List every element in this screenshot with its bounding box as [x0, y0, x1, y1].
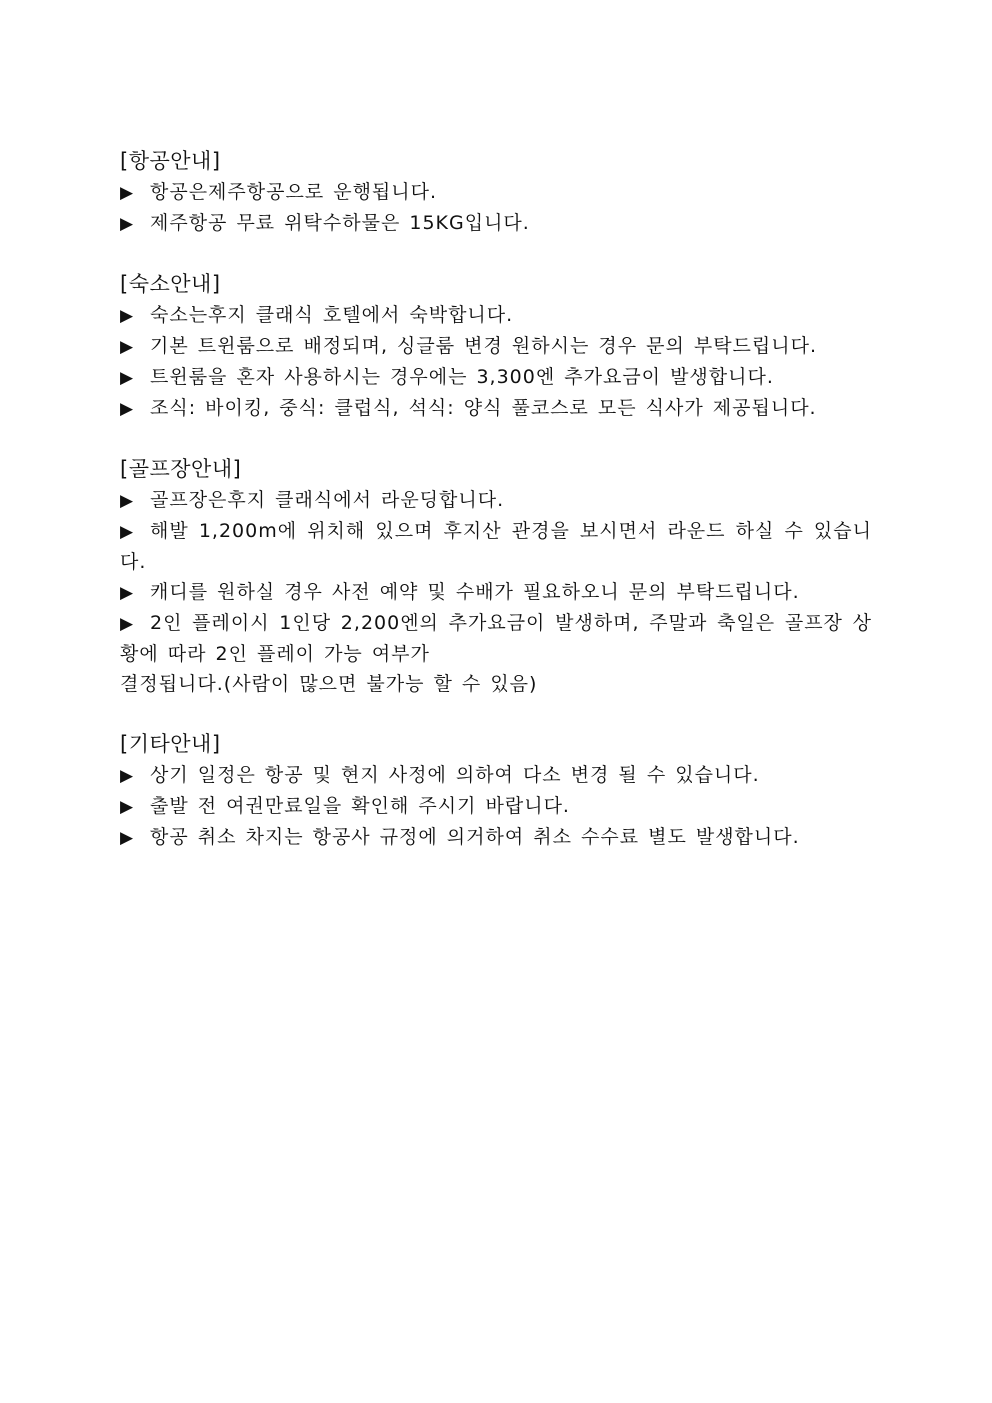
- list-item-text: 제주항공 무료 위탁수하물은 15KG입니다.: [150, 212, 530, 234]
- list-item-continuation: 결정됩니다.(사람이 많으면 불가능 할 수 있음): [120, 673, 538, 695]
- triangle-bullet-icon: ▶: [120, 399, 135, 419]
- list-item: [120, 760, 872, 791]
- triangle-bullet-icon: ▶: [120, 583, 135, 603]
- list-item: [120, 822, 872, 853]
- list-item: [120, 516, 872, 577]
- triangle-bullet-icon: ▶: [120, 614, 135, 634]
- triangle-bullet-icon: ▶: [120, 214, 135, 234]
- section-heading: [숙소안내]: [120, 272, 221, 296]
- list-item-text: 출발 전 여권만료일을 확인해 주시기 바랍니다.: [150, 795, 570, 817]
- triangle-bullet-icon: ▶: [120, 368, 135, 388]
- list-item-text: 숙소는후지 클래식 호텔에서 숙박합니다.: [150, 304, 514, 326]
- list-item: [120, 485, 872, 516]
- list-item: [120, 608, 872, 669]
- list-item-text: 2인 플레이시 1인당 2,200엔의 추가요금이 발생하며, 주말과 축일은 골프장 상황에 따라 2인 플레이 가능 여부가: [120, 612, 872, 665]
- document-body: [120, 146, 872, 853]
- triangle-bullet-icon: ▶: [120, 306, 135, 326]
- list-item-text: 항공 취소 차지는 항공사 규정에 의거하여 취소 수수료 별도 발생합니다.: [150, 826, 800, 848]
- list-item-text: 항공은제주항공으로 운행됩니다.: [150, 181, 438, 203]
- section-heading: [골프장안내]: [120, 457, 242, 481]
- list-item-text: 트윈룸을 혼자 사용하시는 경우에는 3,300엔 추가요금이 발생합니다.: [150, 366, 774, 388]
- triangle-bullet-icon: ▶: [120, 766, 135, 786]
- list-item: [120, 362, 872, 393]
- section-heading: [항공안내]: [120, 149, 221, 173]
- list-item: [120, 300, 872, 331]
- list-item-text: 기본 트윈룸으로 배정되며, 싱글룸 변경 원하시는 경우 문의 부탁드립니다.: [150, 335, 818, 357]
- section-heading: [기타안내]: [120, 732, 221, 756]
- list-item-text: 캐디를 원하실 경우 사전 예약 및 수배가 필요하오니 문의 부탁드립니다.: [150, 581, 800, 603]
- list-item-text: 해발 1,200m에 위치해 있으며 후지산 관경을 보시면서 라운드 하실 수 있습니다.: [120, 520, 872, 573]
- section-flight: [120, 146, 872, 239]
- list-item-text: 골프장은후지 클래식에서 라운딩합니다.: [150, 489, 505, 511]
- triangle-bullet-icon: ▶: [120, 491, 135, 511]
- list-item: [120, 208, 872, 239]
- triangle-bullet-icon: ▶: [120, 522, 135, 542]
- list-item: [120, 331, 872, 362]
- triangle-bullet-icon: ▶: [120, 828, 135, 848]
- triangle-bullet-icon: ▶: [120, 337, 135, 357]
- section-accommodation: [120, 269, 872, 424]
- list-item-text: 상기 일정은 항공 및 현지 사정에 의하여 다소 변경 될 수 있습니다.: [150, 764, 760, 786]
- section-golf-course: [120, 454, 872, 699]
- list-item-text: 조식: 바이킹, 중식: 클럽식, 석식: 양식 풀코스로 모든 식사가 제공됩니다.: [150, 397, 817, 419]
- triangle-bullet-icon: ▶: [120, 797, 135, 817]
- section-other: [120, 729, 872, 853]
- triangle-bullet-icon: ▶: [120, 183, 135, 203]
- list-item: [120, 577, 872, 608]
- list-item: [120, 791, 872, 822]
- list-item: [120, 393, 872, 424]
- list-item: [120, 177, 872, 208]
